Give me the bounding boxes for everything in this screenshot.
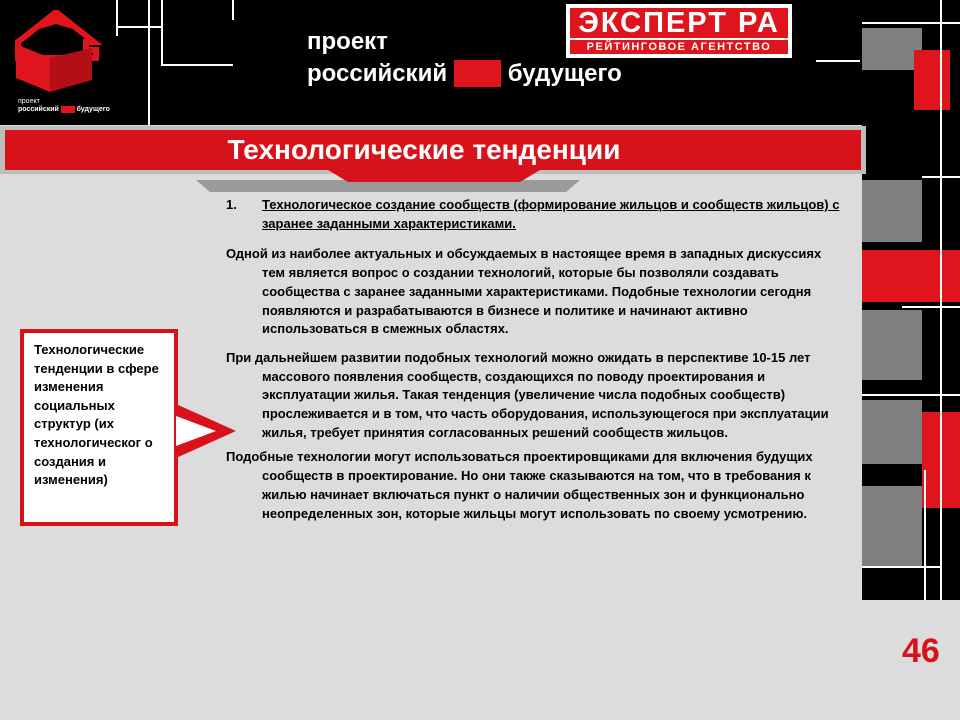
- gray-block: [862, 180, 922, 242]
- strip-line: [862, 566, 942, 568]
- red-block: [914, 50, 950, 110]
- title-tab: [196, 170, 580, 192]
- header-line: [232, 0, 234, 20]
- header-line: [116, 0, 118, 36]
- logo-caption-accent: дом: [60, 106, 75, 113]
- item-number: 1.: [226, 197, 237, 212]
- strip-line: [922, 176, 960, 178]
- paragraph-2: При дальнейшем развитии подобных технологий можно ожидать в перспективе 10-15 лет массового появления сообществ, создающихся по поводу проектирования и эксплуатации жилья. Такая тенденция (увеличение числа подобных сообществ) прослеживается и в том, что часть оборудования, использующегося при эксплуатации жилья, требует принятия согласованных решений сообществ жильцов.: [226, 349, 829, 440]
- paragraph-3: Подобные технологии могут использоваться проектировщиками для включения будущих сообществ в проектирование. Но они также сказываются на том, что в требования к жилью начинает включаться пункт о наличии общественных зон и функционально неопределенных зон, которые жильцы могут использовать по своему усмотрению.: [226, 449, 813, 521]
- logo-caption-line2: [18, 106, 110, 114]
- title-frame: [0, 126, 866, 174]
- main-content: [226, 196, 846, 523]
- project-title-text: российский: [307, 60, 454, 87]
- header-line: [116, 26, 161, 28]
- logo-caption-text: будущего: [74, 106, 110, 113]
- logo-caption: [18, 98, 110, 114]
- slide-title-text: Технологические тенденции: [227, 134, 621, 165]
- paragraph-1: Одной из наиболее актуальных и обсуждаемых в настоящее время в западных дискуссиях тем является вопрос о создании технологий, которые бы позволяли создавать сообщества с заранее заданными характеристиками. Подобные технологии сегодня появляются и разрабатываются в бизнесе и политике и начинают активно использоваться в смежных областях.: [226, 246, 822, 337]
- strip-line: [924, 470, 926, 600]
- logo-caption-line1: проект: [18, 98, 40, 105]
- header-line: [148, 0, 150, 125]
- strip-line: [902, 306, 960, 308]
- gray-block: [862, 486, 922, 566]
- item-heading: Технологическое создание сообществ (формирование жильцов и сообществ жильцов) с заранее заданными характеристиками.: [262, 197, 840, 231]
- slide-title: [5, 130, 861, 170]
- header-line: [816, 60, 860, 62]
- agency-logo: [566, 4, 792, 58]
- strip-line: [862, 394, 960, 396]
- header-line: [161, 64, 233, 66]
- agency-name: ЭКСПЕРТ РА: [570, 8, 788, 38]
- numbered-item: [226, 196, 846, 233]
- strip-line: [862, 22, 960, 24]
- project-title-text: будущего: [501, 60, 622, 87]
- gray-block: [862, 310, 922, 380]
- sidebar-callout-text: Технологические тенденции в сфере изменения социальных структур (их технологическог о создания и изменения): [34, 342, 159, 488]
- strip-line: [940, 0, 942, 600]
- project-title-line1: проект: [307, 28, 388, 55]
- project-title-accent: дом: [453, 60, 502, 87]
- logo-caption-text: российский: [18, 106, 61, 113]
- sidebar-callout-box: [20, 329, 178, 526]
- gray-block: [862, 28, 922, 70]
- decorative-strip: [862, 0, 960, 600]
- red-block: [862, 250, 960, 302]
- gray-block: [862, 400, 922, 464]
- house-logo-icon: [10, 10, 102, 95]
- header-line: [161, 0, 163, 66]
- agency-subtitle: РЕЙТИНГОВОЕ АГЕНТСТВО: [570, 40, 788, 54]
- project-title-line2: [307, 58, 622, 90]
- page-number: 46: [902, 632, 940, 670]
- header: [0, 0, 960, 125]
